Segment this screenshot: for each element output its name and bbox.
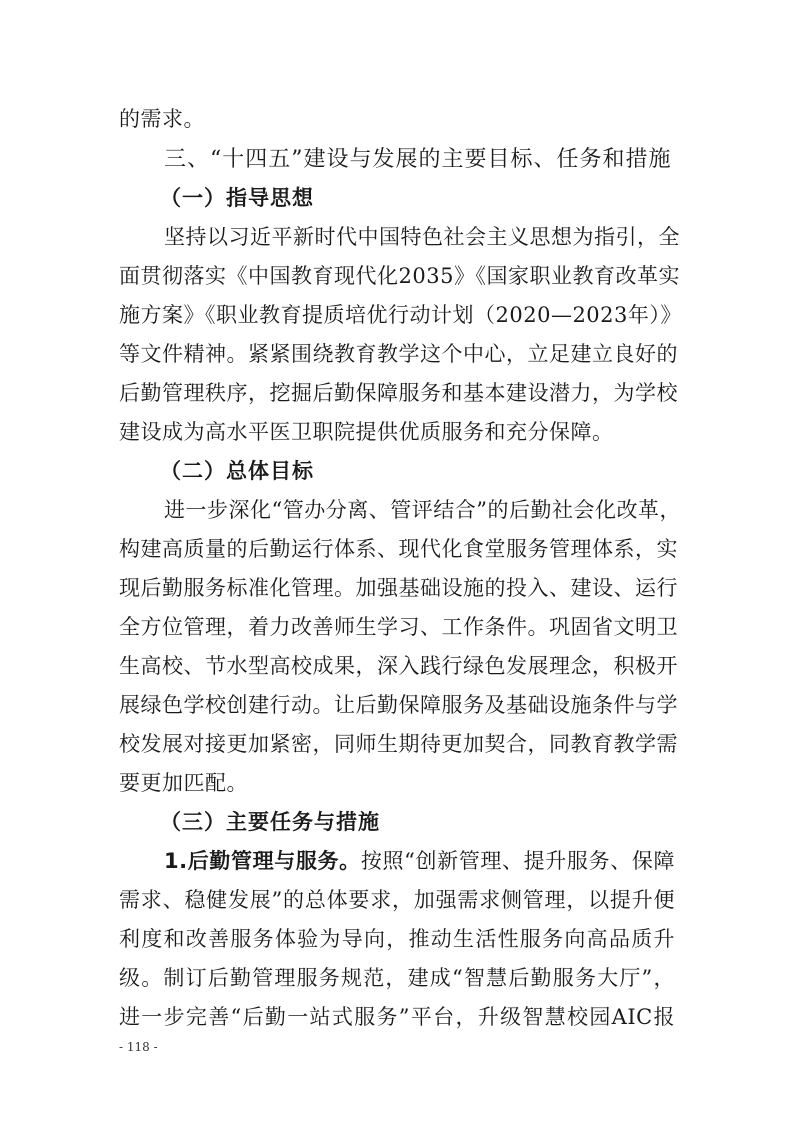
paragraph-line: 生高校、节水型高校成果，深入践行绿色发展理念，积极开: [119, 654, 678, 678]
paragraph-line: 需求、稳健发展”的总体要求，加强需求侧管理，以提升便: [119, 888, 675, 912]
paragraph-line: 进一步深化“管办分离、管评结合”的后勤社会化改革，: [164, 498, 681, 522]
paragraph-line: 全方位管理，着力改善师生学习、工作条件。巩固省文明卫: [119, 615, 678, 639]
subheading-main-tasks: （三）主要任务与措施: [160, 810, 380, 834]
section-heading-3: 三、“十四五”建设与发展的主要目标、任务和措施: [164, 147, 672, 172]
paragraph-line: 进一步完善“后勤一站式服务”平台，升级智慧校园AIC报: [119, 1005, 675, 1029]
paragraph-line: 校发展对接更加紧密，同师生期待更加契合，同教育教学需: [119, 732, 678, 756]
paragraph-line: 后勤管理秩序，挖掘后勤保障服务和基本建设潜力，为学校: [119, 381, 678, 405]
page-number: - 118 -: [119, 1040, 158, 1054]
paragraph-line: 建设成为高水平医卫职院提供优质服务和充分保障。: [119, 420, 614, 444]
paragraph-line: 级。制订后勤管理服务规范，建成“智慧后勤服务大厅”，: [119, 966, 675, 990]
paragraph-line: 面贯彻落实《中国教育现代化2035》《国家职业教育改革实: [119, 264, 680, 288]
paragraph-line: 现后勤服务标准化管理。加强基础设施的投入、建设、运行: [119, 576, 678, 600]
paragraph-line: 要更加匹配。: [119, 771, 248, 795]
paragraph-line: 坚持以习近平新时代中国特色社会主义思想为指引，全: [164, 225, 680, 249]
subheading-overall-goal: （二）总体目标: [160, 459, 314, 483]
paragraph-line: 施方案》《职业教育提质培优行动计划（2020—2023年）》: [119, 303, 682, 327]
task-1-text: 按照“创新管理、提升服务、保障: [360, 849, 675, 873]
paragraph-line: 等文件精神。紧紧围绕教育教学这个中心，立足建立良好的: [119, 342, 678, 366]
paragraph-line: 展绿色学校创建行动。让后勤保障服务及基础设施条件与学: [119, 693, 678, 717]
task-1-title: 1.后勤管理与服务。: [164, 849, 361, 873]
paragraph-line: 利度和改善服务体验为导向，推动生活性服务向高品质升: [119, 927, 675, 951]
paragraph-line: 的需求。: [119, 107, 205, 131]
subheading-guiding-ideology: （一）指导思想: [160, 186, 314, 210]
paragraph-line: 构建高质量的后勤运行体系、现代化食堂服务管理体系，实: [119, 537, 678, 561]
paragraph-line: [164, 841, 675, 881]
